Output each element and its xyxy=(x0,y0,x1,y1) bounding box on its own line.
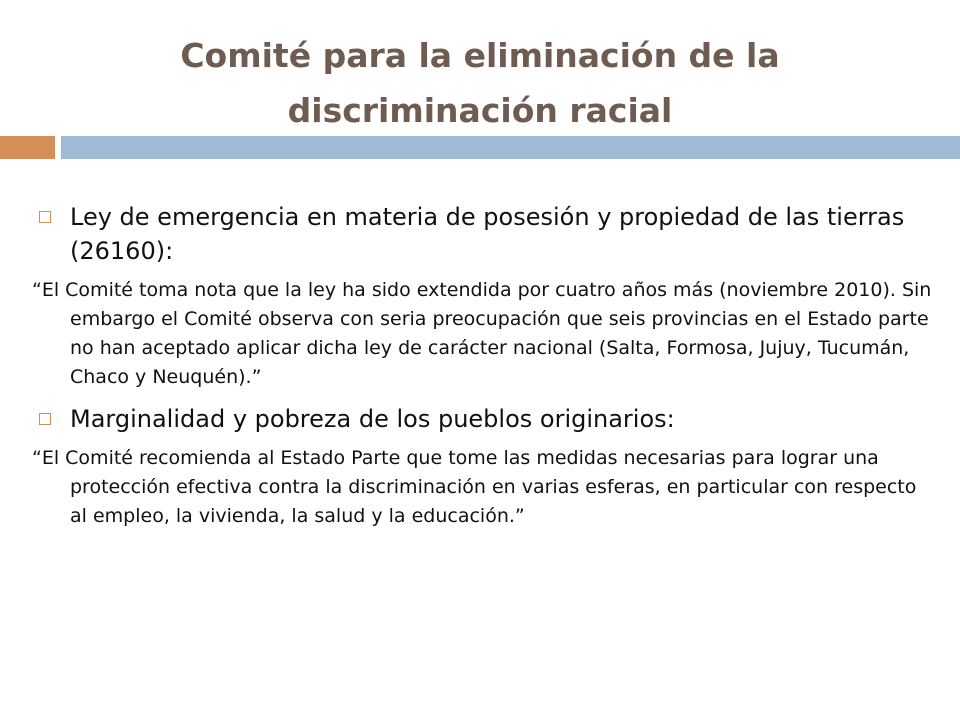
square-bullet-icon xyxy=(39,211,51,223)
accent-bar-orange xyxy=(0,136,55,159)
square-bullet-icon xyxy=(39,413,51,425)
bullet-item-land-law xyxy=(32,200,932,268)
accent-bar-blue xyxy=(61,136,960,159)
quote-paragraph: “El Comité toma nota que la ley ha sido extendida por cuatro años más (noviembre 2010). Sin embargo el Comité observa con seria preocupación que seis provincias en el Estado parte no han aceptado aplicar dicha ley de carácter nacional (Salta, Formosa, Jujuy, Tucumán, Chaco y Neuquén).” xyxy=(32,279,932,388)
bullet-item-marginality xyxy=(32,402,932,436)
bullet-text: Ley de emergencia en materia de posesión y propiedad de las tierras (26160): xyxy=(70,203,905,265)
slide-title: Comité para la eliminación de la discriminación racial xyxy=(180,36,780,130)
bullet-text: Marginalidad y pobreza de los pueblos originarios: xyxy=(70,405,675,433)
quote-paragraph: “El Comité recomienda al Estado Parte que tome las medidas necesarias para lograr una protección efectiva contra la discriminación en varias esferas, en particular con respecto al empleo, la vivienda, la salud y la educación.” xyxy=(32,447,917,527)
slide-content xyxy=(32,200,932,541)
